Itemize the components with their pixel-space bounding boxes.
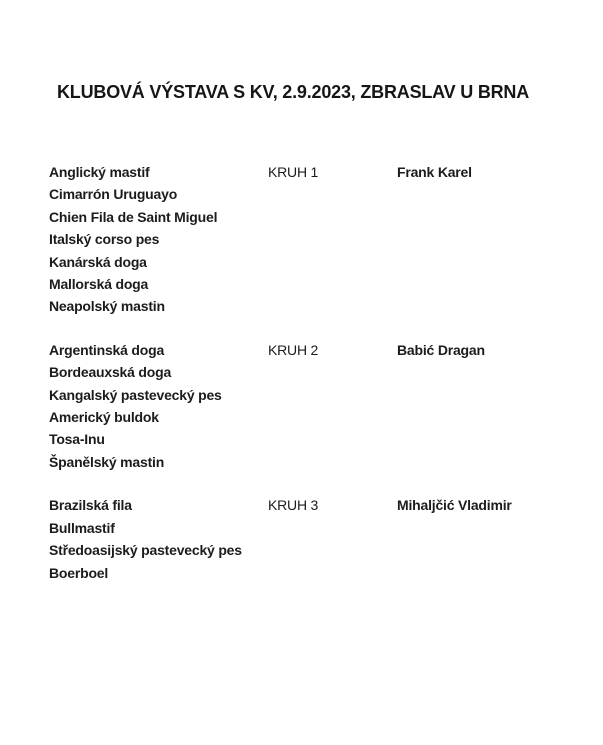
breed-name: Chien Fila de Saint Miguel <box>49 208 218 225</box>
breed-name: Cimarrón Uruguayo <box>49 186 178 203</box>
breed-name: Středoasijský pastevecký pes <box>49 542 242 559</box>
ring-groups <box>49 161 593 605</box>
breed-name: Španělský mastin <box>49 453 165 470</box>
breed-name: Brazilská fila <box>49 497 132 514</box>
ring-group <box>49 339 593 473</box>
breed-name: Italský corso pes <box>49 231 160 248</box>
ring-label: KRUH 1 <box>268 164 319 180</box>
breed-name: Bullmastif <box>49 519 115 536</box>
breed-name: Bordeauxská doga <box>49 364 172 381</box>
breed-list <box>49 339 268 473</box>
breed-name: Americký buldok <box>49 409 159 426</box>
breed-name: Boerboel <box>49 564 109 581</box>
judge-name: Frank Karel <box>397 164 472 180</box>
breed-list <box>49 494 268 584</box>
breed-name: Anglický mastif <box>49 164 150 180</box>
breed-name: Kangalský pastevecký pes <box>49 386 222 403</box>
page-title: KLUBOVÁ VÝSTAVA S KV, 2.9.2023, ZBRASLAV U BRNA <box>57 82 530 102</box>
breed-name: Kanárská doga <box>49 253 147 270</box>
breed-name: Neapolský mastin <box>49 298 165 315</box>
ring-label: KRUH 3 <box>268 497 319 514</box>
judge-name: Mihaljčić Vladimir <box>397 497 512 514</box>
judge-name: Babić Dragan <box>397 341 485 358</box>
ring-group <box>49 161 593 318</box>
breed-list <box>49 161 268 318</box>
breed-name: Tosa-Inu <box>49 431 105 448</box>
ring-group <box>49 494 593 584</box>
breed-name: Argentinská doga <box>49 341 165 358</box>
breed-name: Mallorská doga <box>49 276 149 293</box>
ring-label: KRUH 2 <box>268 341 319 358</box>
